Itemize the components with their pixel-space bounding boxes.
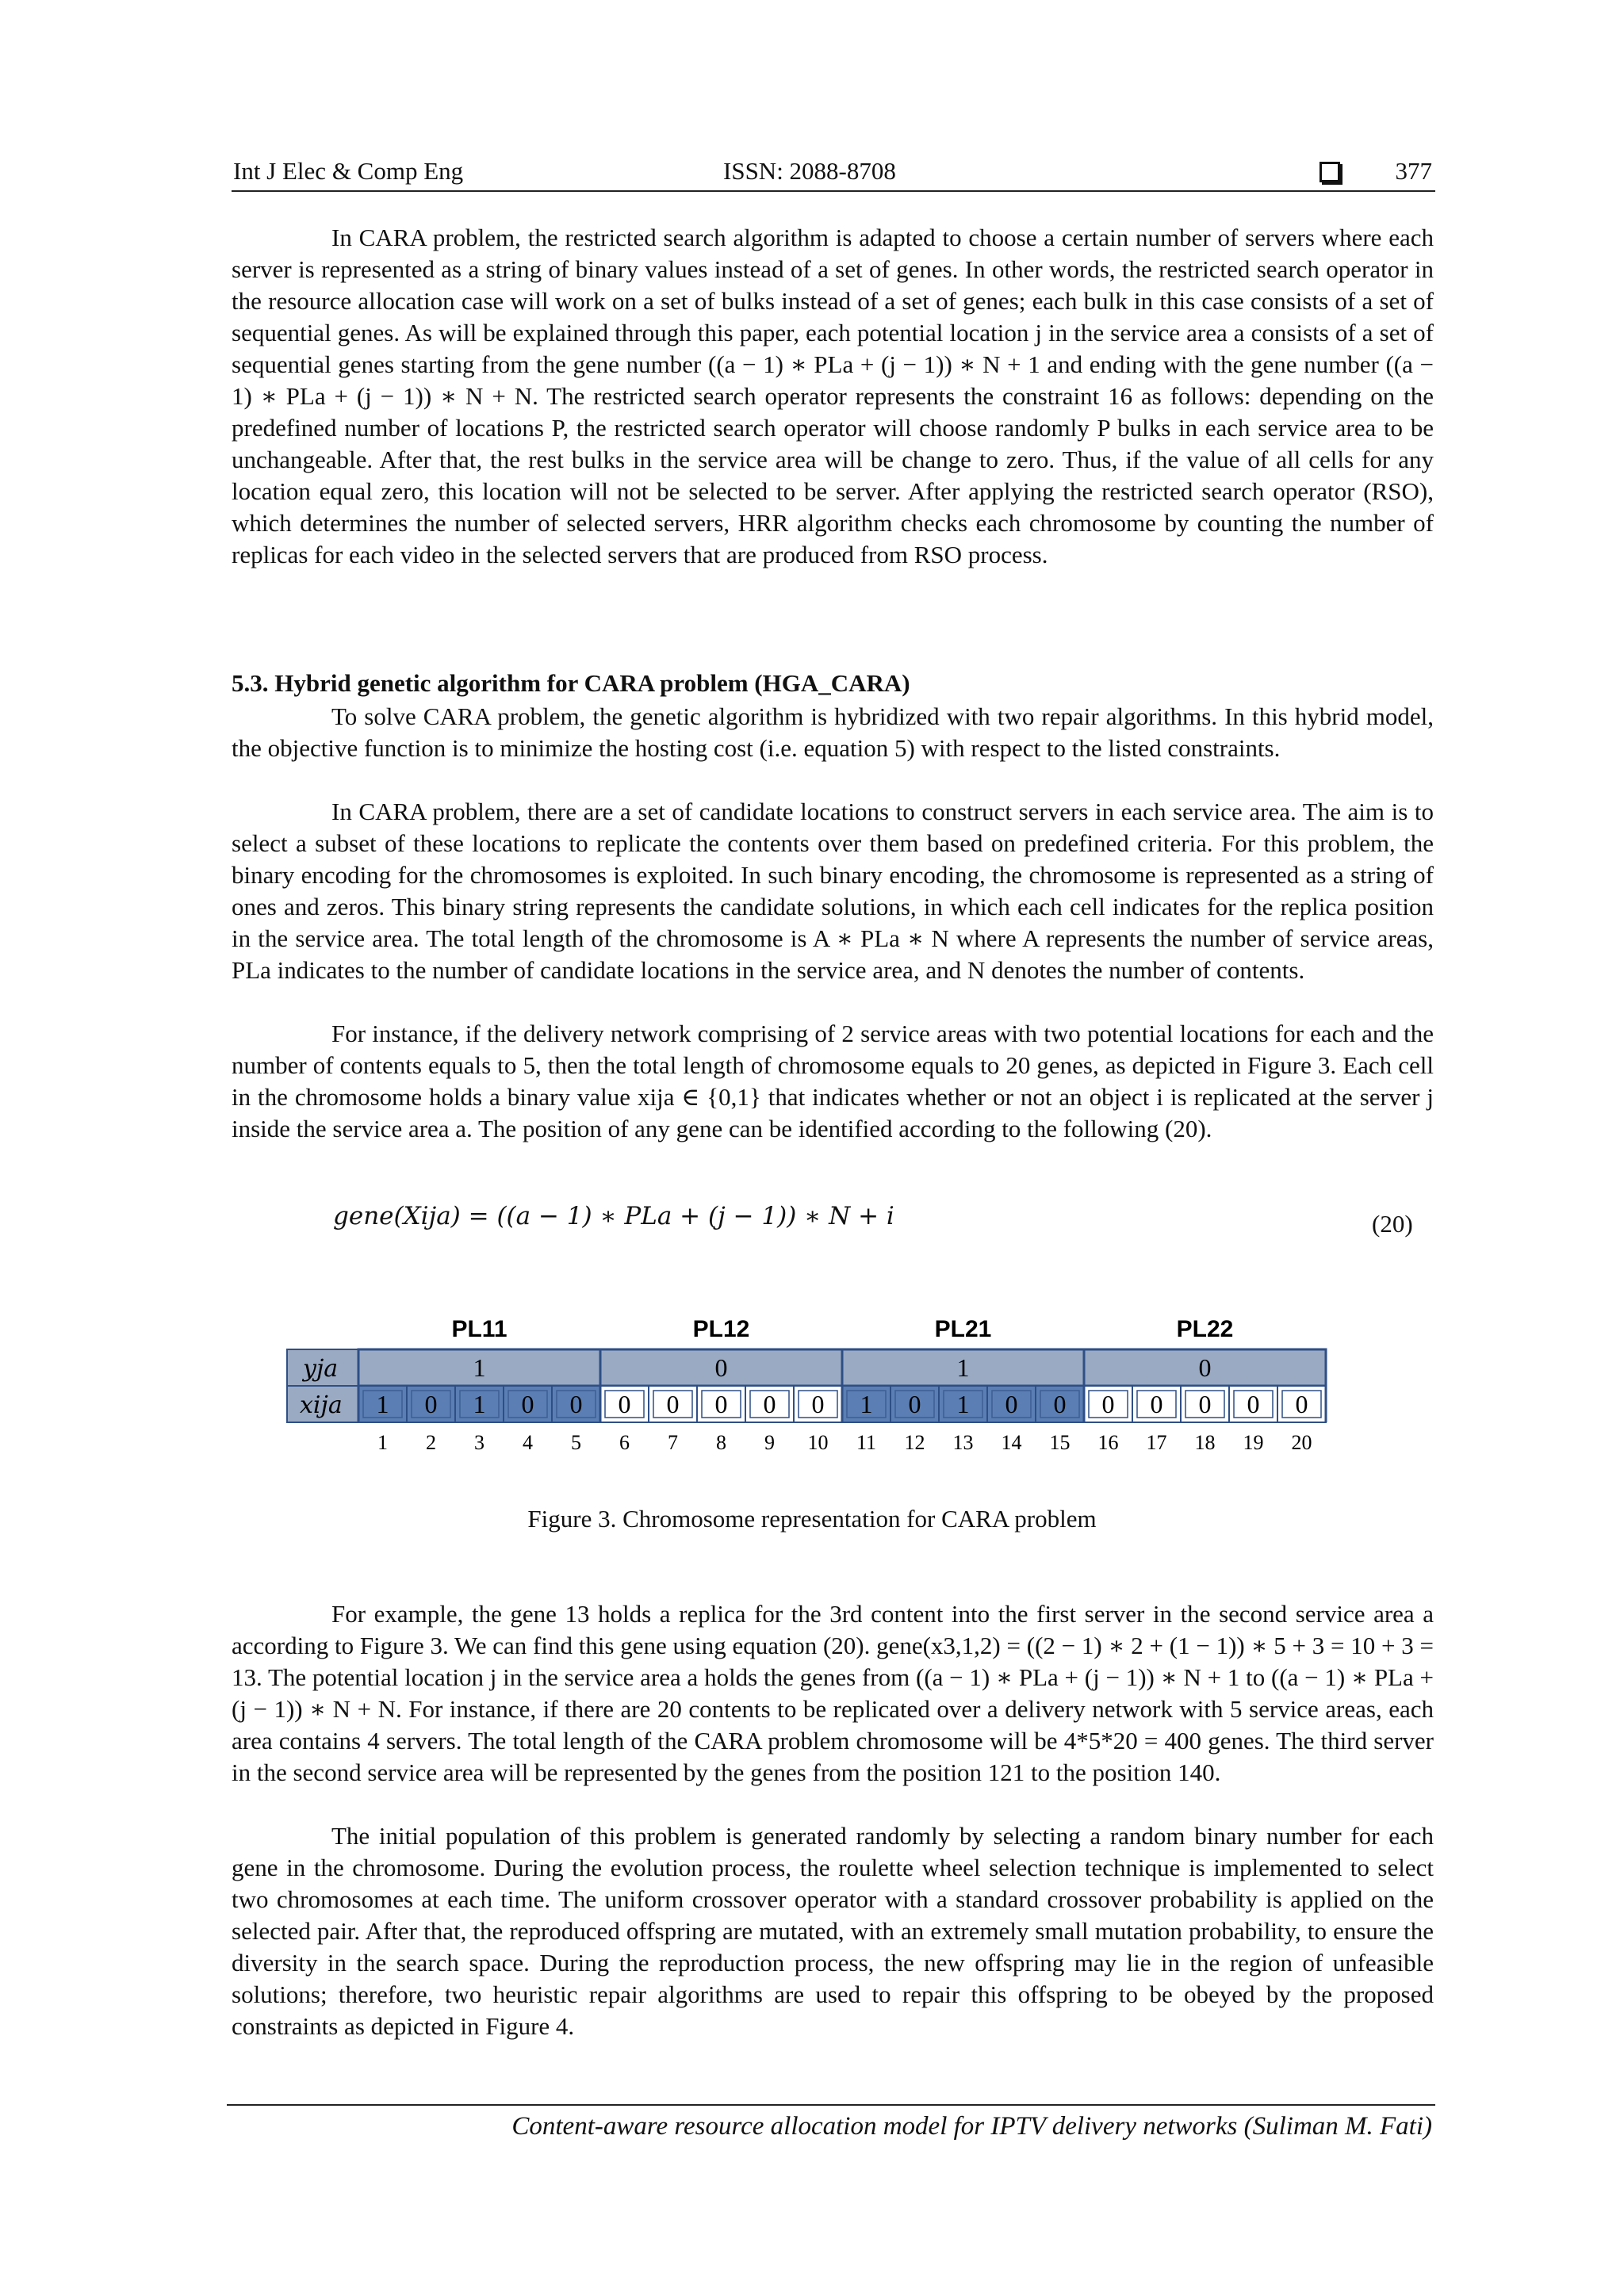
gene-index: 11	[856, 1431, 877, 1454]
paragraph-text: In CARA problem, there are a set of candidate locations to construct servers in each service area. The aim is to select a subset of these locations to replicate the contents over them based on predefined criteria. For this problem, the binary encoding for the chromosomes is exploited. In such binary encoding, the chromosome is represented as a string of ones and zeros. This binary string represents the candidate solutions, in which each cell indicates for the replica position in the service area. The total length of the chromosome is A ∗ PLa ∗ N where A represents the number of service areas, PLa indicates to the number of candidate locations in the service area, and N denotes the number of contents.	[232, 798, 1434, 984]
x-value: 0	[714, 1390, 728, 1418]
group-label-3: PL21	[934, 1316, 992, 1342]
gene-index: 5	[571, 1431, 581, 1454]
y-value: 0	[1198, 1353, 1212, 1382]
paragraph-initial-population	[232, 1820, 1434, 2042]
gene-index: 20	[1291, 1431, 1312, 1454]
x-value: 0	[1150, 1390, 1163, 1418]
gene-index: 9	[764, 1431, 775, 1454]
x-value: 0	[666, 1390, 680, 1418]
gene-index: 16	[1097, 1431, 1119, 1454]
x-value: 1	[473, 1390, 486, 1418]
issn: ISSN: 2088-8708	[723, 157, 896, 185]
y-value: 0	[714, 1353, 728, 1382]
figure-caption: Figure 3. Chromosome representation for CARA problem	[527, 1505, 1097, 1533]
gene-index: 15	[1049, 1431, 1071, 1454]
y-value: 1	[473, 1353, 486, 1382]
gene-index: 12	[904, 1431, 925, 1454]
x-value: 0	[811, 1390, 825, 1418]
paragraph-text: In CARA problem, the restricted search algorithm is adapted to choose a certain number of servers where each server is represented as a string of binary values instead of a set of genes. In other words, the restricted search operator in the resource allocation case will work on a set of bulks instead of a set of genes; each bulk in this case consists of a set of sequential genes. As will be explained through this paper, each potential location j in the service area a consists of a set of sequential genes starting from the gene number ((a − 1) ∗ PLa + (j − 1)) ∗ N + 1 and ending with the gene number ((a − 1) ∗ PLa + (j − 1)) ∗ N + N. The restricted search operator represents the constraint 16 as follows: depending on the predefined number of locations P, the restricted search operator will choose randomly P bulks in each service area to be unchangeable. After that, the rest bulks in the service area will be change to zero. Thus, if the value of all cells for any location equal zero, this location will not be selected to be server. After applying the restricted search operator (RSO), which determines the number of selected servers, HRR algorithm checks each chromosome by counting the number of replicas for each video in the selected servers that are produced from RSO process.	[232, 224, 1434, 568]
gene-index: 17	[1146, 1431, 1167, 1454]
gene-index: 1	[377, 1431, 388, 1454]
row-label-yja: yja	[303, 1355, 339, 1383]
gene-index: 8	[716, 1431, 726, 1454]
paragraph-text: For instance, if the delivery network comprising of 2 service areas with two potential locations for each and the number of contents equals to 5, then the total length of chromosome equals to 20 genes, as depicted in Figure 3. Each cell in the chromosome holds a binary value xija ∈ {0,1} that indicates whether or not an object i is replicated at the server j inside the service area a. The position of any gene can be identified according to the following (20).	[232, 1020, 1434, 1142]
gene-index: 3	[474, 1431, 485, 1454]
gene-index: 4	[523, 1431, 533, 1454]
x-value: 0	[618, 1390, 631, 1418]
paragraph-gene-example	[232, 1598, 1434, 1789]
x-value: 0	[908, 1390, 921, 1418]
gene-index: 14	[1001, 1431, 1022, 1454]
x-value: 0	[521, 1390, 534, 1418]
paragraph-restricted-search	[232, 222, 1434, 571]
equation-number: (20)	[1372, 1210, 1413, 1238]
gene-index: 19	[1243, 1431, 1264, 1454]
gene-index: 10	[807, 1431, 829, 1454]
chromosome-figure	[285, 1308, 1380, 1467]
footer-reference: Content-aware resource allocation model for IPTV delivery networks (Suliman M. Fati)	[511, 2112, 1432, 2141]
x-value: 0	[1295, 1390, 1308, 1418]
gene-index: 7	[668, 1431, 678, 1454]
x-value: 1	[860, 1390, 873, 1418]
gene-index: 13	[952, 1431, 974, 1454]
paragraph-text: To solve CARA problem, the genetic algorithm is hybridized with two repair algorithms. In this hybrid model, the objective function is to minimize the hosting cost (i.e. equation 5) with respect to the listed constraints.	[232, 702, 1434, 762]
paragraph-hybrid-intro	[232, 701, 1434, 764]
x-value: 0	[763, 1390, 776, 1418]
equation-20: gene(Xija) = ((a − 1) ∗ PLa + (j − 1)) ∗ N + i	[333, 1202, 894, 1230]
group-label-2: PL12	[692, 1316, 750, 1342]
paragraph-text: The initial population of this problem is generated randomly by selecting a random binary number for each gene in the chromosome. During the evolution process, the roulette wheel selection technique is implemented to select two chromosomes at each time. The uniform crossover operator with a standard crossover probability is applied on the selected pair. After that, the reproduced offspring are mutated, with an extremely small mutation probability, to ensure the diversity in the search space. During the reproduction process, the new offspring may lie in the region of unfeasible solutions; therefore, two heuristic repair algorithms are used to repair this offspring to be obeyed by the proposed constraints as depicted in Figure 4.	[232, 1822, 1434, 2040]
paragraph-text: For example, the gene 13 holds a replica for the 3rd content into the first server in the second service area a according to Figure 3. We can find this gene using equation (20). gene(x3,1,2) = ((2 − 1) ∗ 2 + (1 − 1)) ∗ 5 + 3 = 10 + 3 = 13. The potential location j in the service area a holds the genes from ((a − 1) ∗ PLa + (j − 1)) ∗ N + 1 to ((a − 1) ∗ PLa + (j − 1)) ∗ N + N. For instance, if there are 20 contents to be replicated over a delivery network with 5 service areas, each area contains 4 servers. The total length of the CARA problem chromosome will be 4*5*20 = 400 genes. The third server in the second service area will be represented by the genes from the position 121 to the position 140.	[232, 1600, 1434, 1786]
paragraph-example-network	[232, 1018, 1434, 1145]
paragraph-binary-encoding	[232, 796, 1434, 986]
row-label-xija: xija	[300, 1391, 343, 1419]
x-value: 1	[956, 1390, 970, 1418]
gene-index: 18	[1194, 1431, 1216, 1454]
x-value: 0	[424, 1390, 438, 1418]
page-footer	[227, 2104, 1435, 2141]
y-value: 1	[956, 1353, 970, 1382]
page-header	[232, 155, 1435, 192]
chromosome-diagram	[285, 1308, 1380, 1467]
x-value: 0	[569, 1390, 583, 1418]
journal-name: Int J Elec & Comp Eng	[233, 157, 464, 185]
gene-index: 2	[426, 1431, 436, 1454]
group-label-1: PL11	[451, 1316, 508, 1342]
x-value: 1	[376, 1390, 389, 1418]
group-label-4: PL22	[1176, 1316, 1234, 1342]
x-value: 0	[1005, 1390, 1018, 1418]
gene-index: 6	[619, 1431, 630, 1454]
page-number: 377	[1395, 157, 1432, 185]
square-bullet-icon	[1320, 162, 1340, 182]
x-value: 0	[1053, 1390, 1067, 1418]
x-value: 0	[1101, 1390, 1115, 1418]
section-heading: 5.3. Hybrid genetic algorithm for CARA problem (HGA_CARA)	[232, 669, 910, 697]
x-value: 0	[1198, 1390, 1212, 1418]
x-value: 0	[1247, 1390, 1260, 1418]
